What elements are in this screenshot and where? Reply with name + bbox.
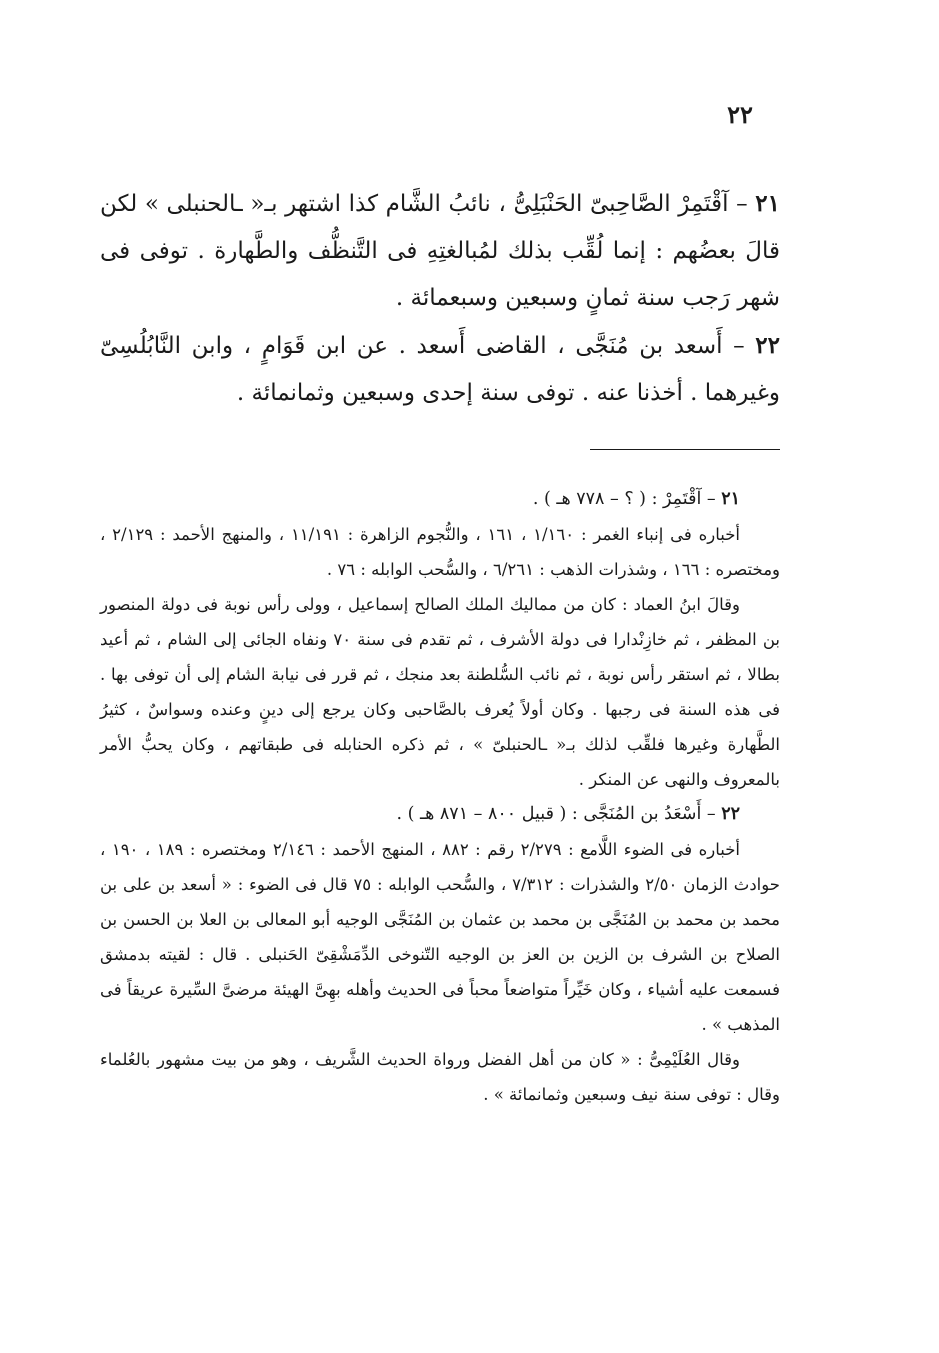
entry-21 [100, 180, 780, 322]
note-21-number: ٢١ [721, 489, 740, 509]
entry-21-number: ٢١ [755, 190, 780, 217]
note-22-heading [100, 797, 780, 832]
note-21-title: – آقْتَمِرْ : ( ؟ – ٧٧٨ هـ ) . [532, 489, 722, 509]
note-22-quote: وقال العُلَيْمِىُّ : « كان من أهل الفضل ورواة الحديث الشَّريف ، وهو من بيت مشهور بالعُلماء وقال : توفى سنة نيف وسبعين وثمانمائة » . [100, 1050, 780, 1104]
entry-22 [100, 322, 780, 417]
page-number: ٢٢ [727, 100, 753, 129]
main-text [100, 180, 780, 417]
note-21-biography: وقالَ ابنُ العماد : كان من مماليك الملك الصالح إسماعيل ، وولى رأس نوبة فى دولة المنصور بن المظفر ، ثم خازِنْدارا فى دولة الأشرف ، ثم تقدم فى سنة ٧٠ ونفاه الجائى إلى الشام ، ثم أعيد بطالا ، ثم استقر رأس نوبة ، ثم نائب السُّلطنة بعد منجك ، ثم قرر فى نيابة الشام إلى أن توفى بها . فى هذه السنة فى رجبها . وكان أولاً يُعرف بالصَّاحبى وكان يرجع إلى دينٍ وعنده وسواسٌ ، كثيرُ الطَّهارة وغيرها فلقِّب لذلك بـ« ـالحنبلىّ » ، ثم ذكره الحنابله فى طبقاتهم ، وكان يحبُّ الأمر بالمعروف والنهى عن المنكر . [100, 595, 780, 789]
note-22-number: ٢٢ [721, 804, 740, 824]
entry-22-text: – أَسعد بن مُنَجَّى ، القاضى أَسعد . عن ابن قَوَامٍ ، وابن النَّابُلُسِىّ وغيرهما . أخذنا عنه . توفى سنة إحدى وسبعين وثمانمائة . [100, 333, 780, 406]
footnotes [100, 482, 780, 1112]
note-21-heading [100, 482, 780, 517]
footnote-separator [590, 449, 780, 450]
note-21-sources: أخباره فى إنباء الغمر : ١/١٦٠ ، ١٦١ ، والنُّجوم الزاهرة : ١١/١٩١ ، والمنهج الأحمد : ٢/١٢٩ ، ومختصره : ١٦٦ ، وشذرات الذهب : ٦/٢٦١ ، والسُّحب الوابله : ٧٦ . [100, 525, 780, 579]
note-22-title: – أَسْعَدُ بن المُنَجَّى : ( قبيل ٨٠٠ – ٨٧١ هـ ) . [396, 804, 722, 824]
entry-22-number: ٢٢ [755, 332, 780, 359]
note-22-sources: أخباره فى الضوء اللَّامع : ٢/٢٧٩ رقم : ٨٨٢ ، المنهج الأحمد : ٢/١٤٦ ومختصره : ١٨٩ ، ١٩٠ ، حوادث الزمان ٢/٥٠ والشذرات : ٧/٣١٢ ، والسُّحب الوابله : ٧٥ قال فى الضوء : « أسعد بن على بن محمد بن محمد بن المُنَجَّى بن محمد بن عثمان بن المُنَجَّى الوجيه أبو المعالى بن العلا بن الحسن بن الصلاح بن الشرف بن الزين بن العز بن الوجيه التّنوخى الدِّمَشْقِىّ الحَنبلى . قال : لقيته بدمشق فسمعت عليه أشياء ، وكان خَيِّراً متواضعاً محباً فى الحديث وأهله بهِىَّ الهيئة مرضىَّ السِّيرة عريقاً فى المذهب » . [100, 840, 780, 1034]
entry-21-text: – آقْتَمِرْ الصَّاحِبىّ الحَنْبَلِىُّ ، نائبُ الشَّام كذا اشتهر بـ« ـالحنبلى » لكن قالَ بعضُهم : إنما لُقِّب بذلك لمُبالغتِهِ فى التَّنظُّف والطَّهارة . توفى فى شهر رَجب سنة ثمانٍ وسبعين وسبعمائة . [100, 191, 780, 311]
